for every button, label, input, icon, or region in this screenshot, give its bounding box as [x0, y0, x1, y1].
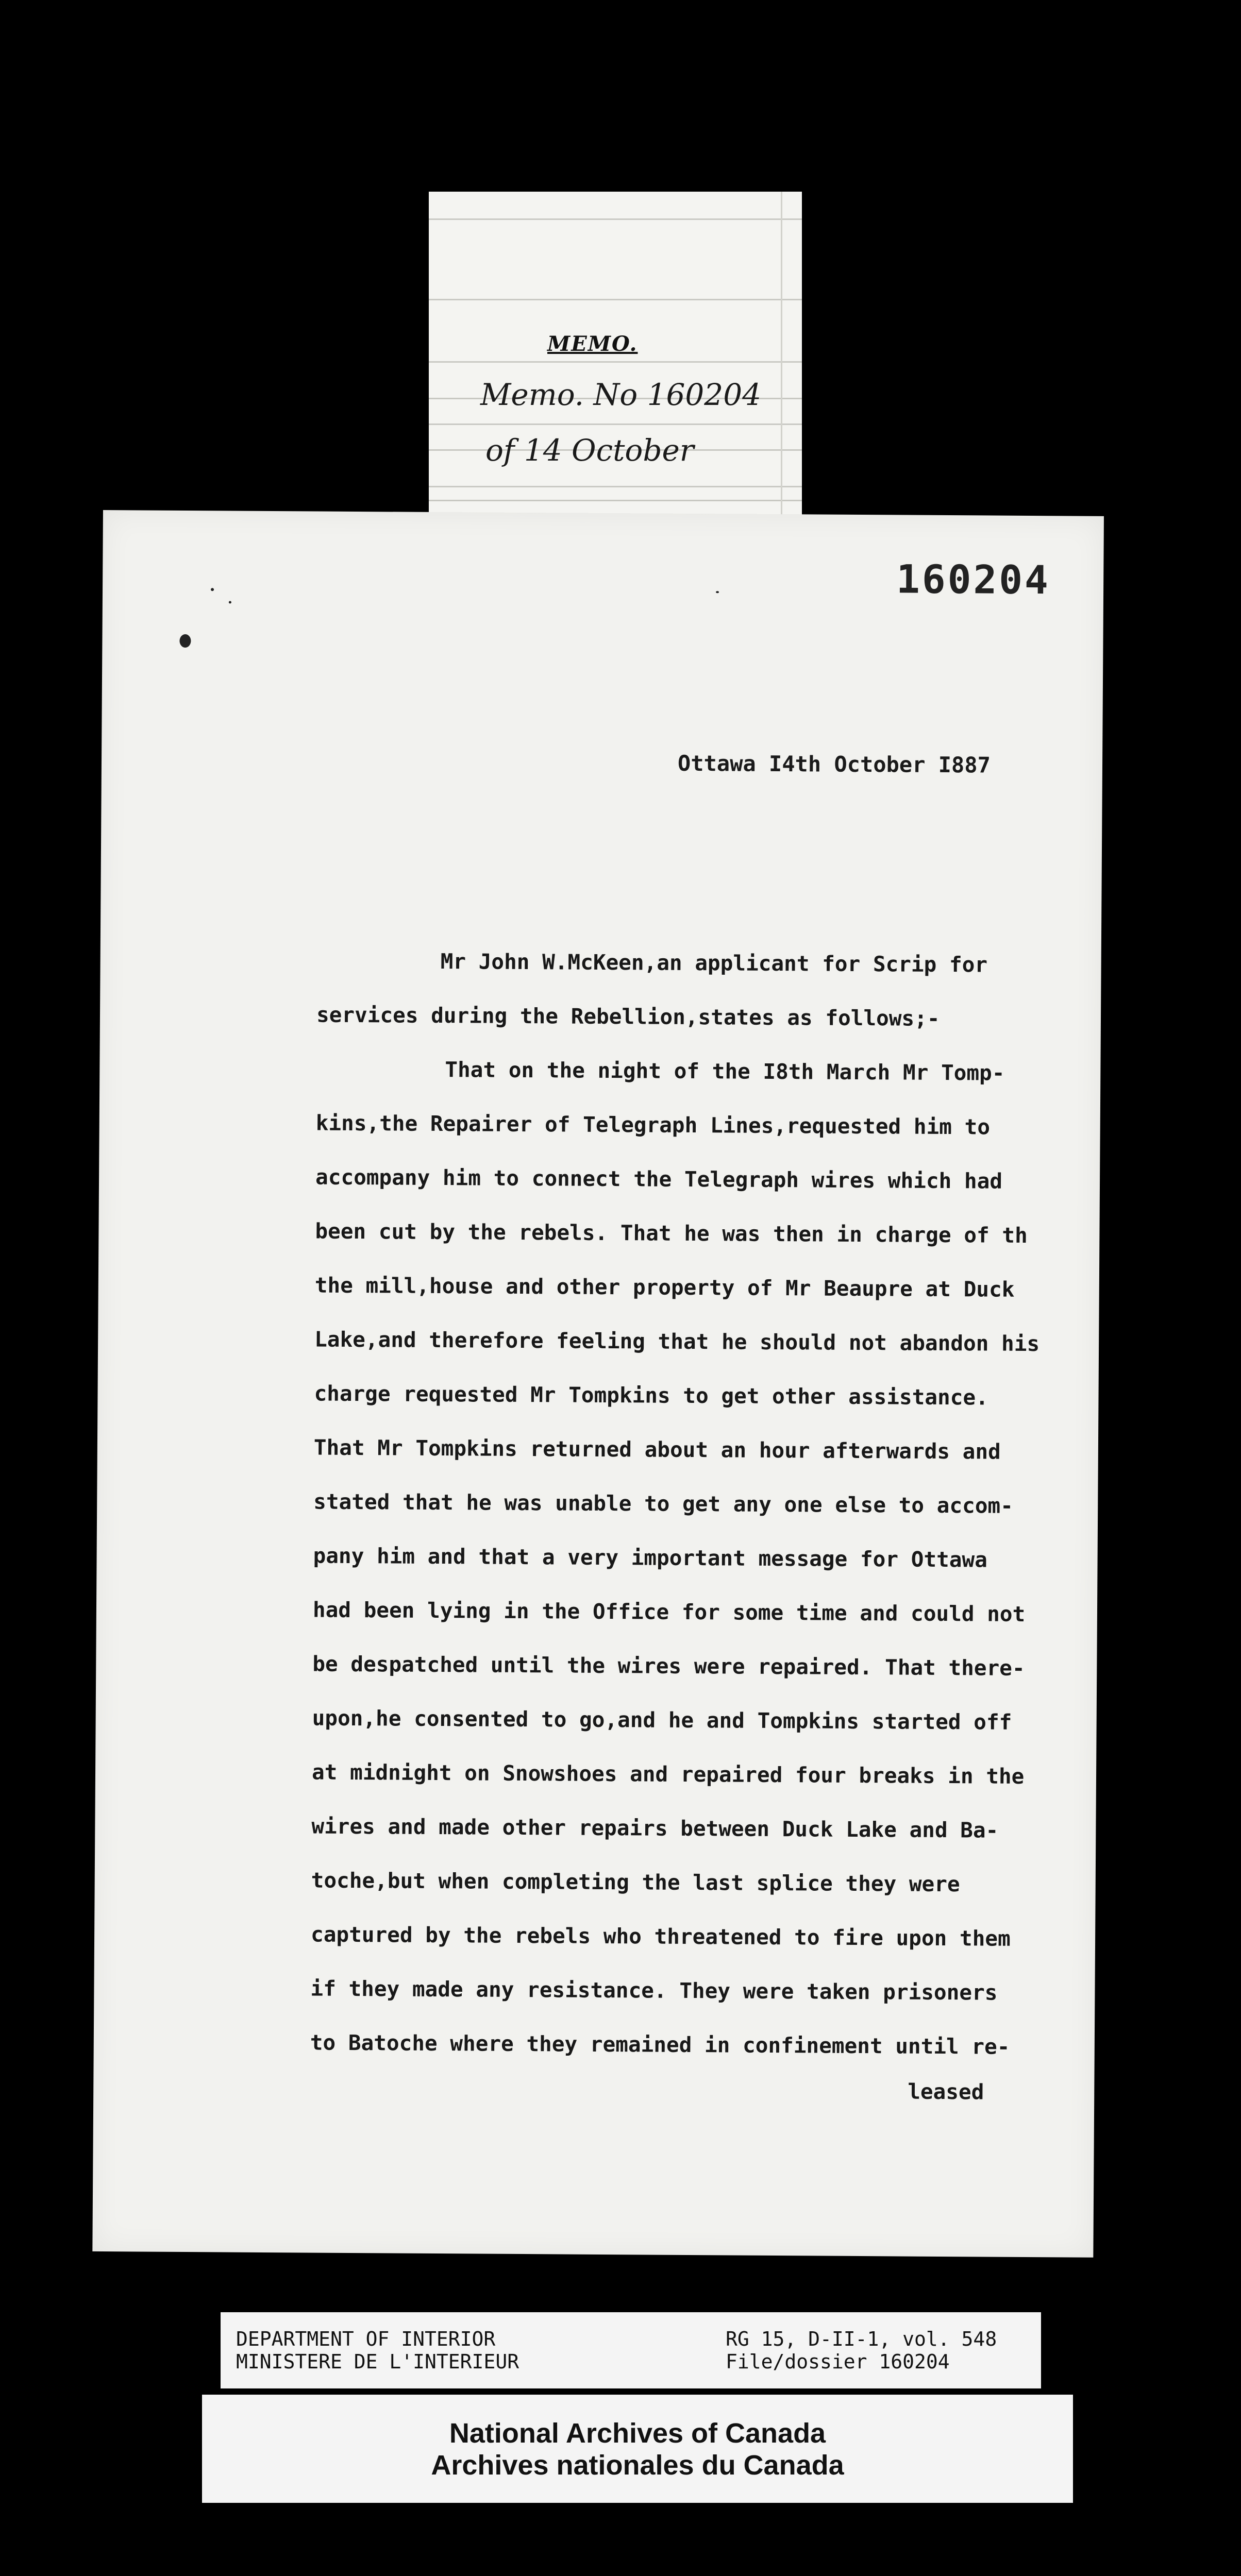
record-reference	[726, 2328, 997, 2373]
paper-speck	[179, 634, 191, 648]
body-line: had been lying in the Office for some time and could not	[312, 1597, 1026, 1626]
department-name-fr: MINISTERE DE L'INTERIEUR	[236, 2350, 519, 2373]
body-line: if they made any resistance. They were taken prisoners	[310, 1976, 998, 2005]
body-line: That Mr Tompkins returned about an hour afterwards and	[313, 1435, 1001, 1464]
department-name	[236, 2328, 519, 2373]
body-line: the mill,house and other property of Mr Beaupre at Duck	[314, 1273, 1015, 1302]
memo-title: MEMO.	[547, 332, 638, 356]
department-name-en: DEPARTMENT OF INTERIOR	[236, 2328, 496, 2350]
body-line: services during the Rebellion,states as follows;-	[316, 1002, 940, 1031]
body-line: upon,he consented to go,and he and Tompkins started off	[312, 1705, 1012, 1735]
body-line: stated that he was unable to get any one else to accom-	[313, 1489, 1013, 1518]
body-line: captured by the rebels who threatened to fire upon them	[310, 1922, 1011, 1951]
body-line: That on the night of the I8th March Mr Tomp-	[445, 1057, 1005, 1086]
body-line: Mr John W.McKeen,an applicant for Scrip for	[440, 949, 988, 977]
memo-slip	[429, 192, 802, 521]
file-number-stamp: 160204	[896, 556, 1051, 603]
body-line: kins,the Repairer of Telegraph Lines,requested him to	[315, 1110, 991, 1140]
memo-handwritten-date: of 14 October	[485, 433, 694, 468]
record-group: RG 15, D-II-1, vol. 548	[726, 2328, 997, 2350]
closing-word: leased	[908, 2079, 984, 2105]
body-line: Lake,and therefore feeling that he should not abandon his	[314, 1327, 1040, 1357]
paper-speck	[716, 591, 719, 593]
department-label	[221, 2312, 1041, 2388]
memo-rule	[429, 500, 802, 501]
letter-date: Ottawa I4th October I887	[677, 750, 991, 778]
body-line: accompany him to connect the Telegraph wires which had	[315, 1164, 1003, 1194]
body-line: pany him and that a very important message for Ottawa	[313, 1543, 987, 1572]
body-line: charge requested Mr Tompkins to get other assistance.	[314, 1381, 988, 1410]
archives-label	[202, 2395, 1073, 2503]
archives-name-fr: Archives nationales du Canada	[431, 2450, 844, 2481]
body-line: wires and made other repairs between Duck Lake and Ba-	[311, 1814, 999, 1843]
paper-speck	[229, 601, 231, 603]
letter-page	[92, 510, 1104, 2258]
memo-handwritten-reference: Memo. No 160204	[480, 377, 761, 412]
paper-speck	[211, 588, 214, 591]
body-line: be despatched until the wires were repaired. That there-	[312, 1651, 1025, 1681]
body-line: toche,but when completing the last splice they were	[311, 1868, 960, 1897]
memo-margin-rule	[781, 192, 782, 521]
archives-name-en: National Archives of Canada	[449, 2418, 826, 2449]
letter-body	[310, 934, 1121, 2111]
body-line: at midnight on Snowshoes and repaired four breaks in the	[311, 1759, 1025, 1789]
body-line: been cut by the rebels. That he was then in charge of th	[315, 1218, 1028, 1248]
file-dossier: File/dossier 160204	[726, 2350, 950, 2373]
body-line: to Batoche where they remained in confinement until re-	[310, 2030, 1010, 2059]
